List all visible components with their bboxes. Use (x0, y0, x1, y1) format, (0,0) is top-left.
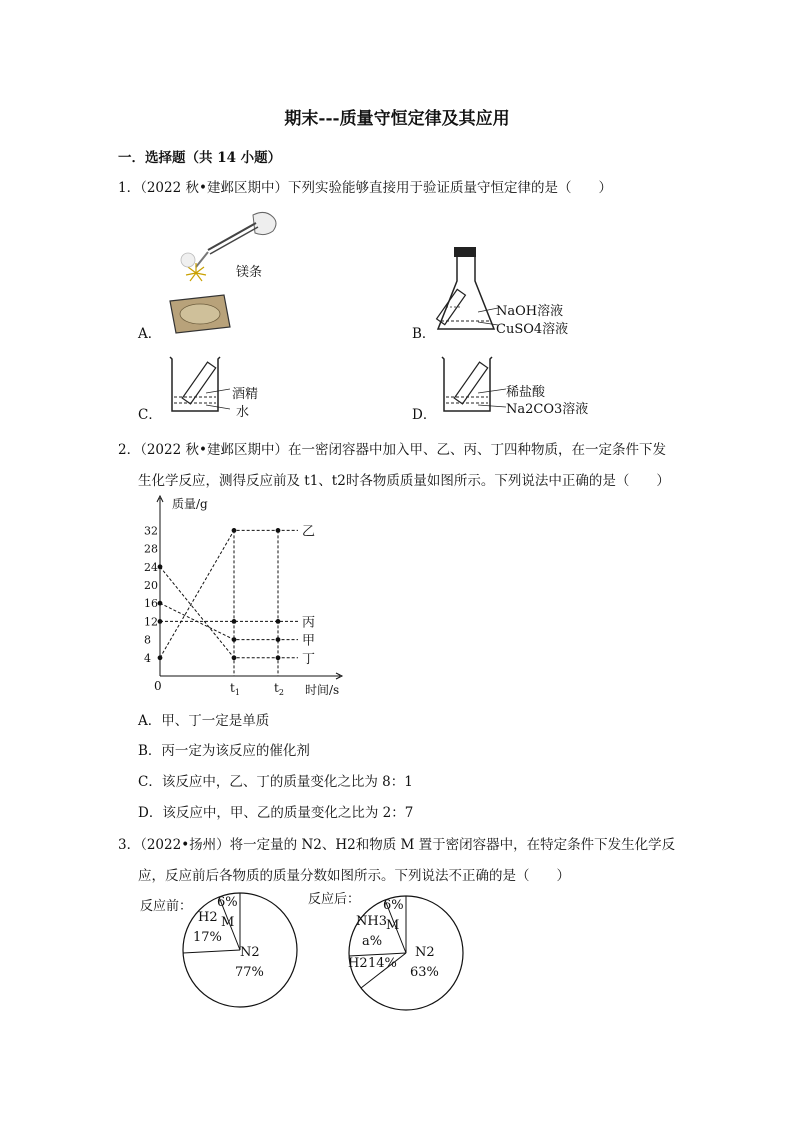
magnesium-burning-illustration (158, 205, 298, 345)
q2-stem-line1: 2．（2022 秋•建邺区期中）在一密闭容器中加入甲、乙、丙、丁四种物质，在一定条件下发 (118, 442, 666, 458)
series-label-1: 丙 (302, 615, 316, 631)
q3-stem-line1: 3．（2022•扬州）将一定量的 N2、H2和物质 M 置于密闭容器中，在特定条件下发生化学反 (118, 837, 676, 853)
series-1-point-1 (232, 619, 237, 624)
before-n2-pct: 77% (235, 965, 264, 980)
flask-leader-lines (478, 298, 498, 328)
q1-option-c-letter: C． (138, 407, 162, 423)
y-tick-label-1: 8 (144, 633, 151, 647)
na2co3-solution-label: Na2CO3溶液 (506, 402, 589, 417)
x-tick-label-1: $t_2$ (274, 681, 284, 697)
series-0-point-1 (232, 528, 237, 533)
series-3-point-1 (232, 655, 237, 660)
series-0-point-2 (276, 528, 281, 533)
before-n2-label: N2 (240, 945, 260, 960)
series-2-point-1 (232, 637, 237, 642)
y-tick-label-0: 4 (144, 651, 151, 665)
magnesium-ribbon-label: 镁条 (236, 265, 263, 280)
after-n2-label: N2 (415, 945, 435, 960)
after-m-label: M (386, 918, 400, 933)
series-1-point-0 (158, 619, 163, 624)
water-label: 水 (236, 405, 250, 420)
series-label-0: 乙 (302, 524, 316, 540)
y-axis-label: 质量/g (172, 497, 208, 511)
after-nh3-pct: a% (362, 934, 383, 949)
series-1-point-2 (276, 619, 281, 624)
origin-label: 0 (154, 679, 162, 693)
after-reaction-label: 反应后： (308, 892, 361, 907)
section-heading: 一．选择题（共 14 小题） (118, 150, 282, 166)
q2-option-a: A．甲、丁一定是单质 (138, 713, 270, 729)
series-2-point-2 (276, 637, 281, 642)
after-h2-pct: 14% (368, 956, 397, 971)
before-m-pct: 6% (217, 895, 238, 910)
before-reaction-label: 反应前： (140, 899, 193, 914)
after-h2-label: H2 (348, 956, 368, 971)
after-m-pct: 6% (383, 898, 404, 913)
q1-option-d-letter: D． (412, 407, 437, 423)
cuso4-solution-label: CuSO4溶液 (496, 322, 569, 337)
y-tick-label-2: 12 (144, 615, 158, 629)
series-3-point-2 (276, 655, 281, 660)
q1-option-b-letter: B． (412, 326, 436, 342)
series-line-3 (160, 567, 298, 658)
before-h2-label: H2 (198, 910, 218, 925)
naoh-solution-label: NaOH溶液 (496, 304, 564, 319)
mass-time-chart (140, 492, 360, 702)
after-nh3-label: NH3 (356, 914, 387, 929)
before-m-label: M (221, 915, 235, 930)
series-0-point-0 (158, 655, 163, 660)
q1-stem: 1．（2022 秋•建邺区期中）下列实验能够直接用于验证质量守恒定律的是（ ） (118, 180, 612, 196)
page-title: 期末---质量守恒定律及其应用 (284, 109, 510, 129)
y-tick-label-6: 28 (144, 542, 158, 556)
series-label-2: 甲 (302, 633, 316, 649)
beaker-c-leader-lines (206, 383, 230, 413)
q3-stem-line2: 应，反应前后各物质的质量分数如图所示。下列说法不正确的是（ ） (138, 868, 570, 884)
q2-stem-line2: 生化学反应，测得反应前及 t1、t2时各物质质量如图所示。下列说法中正确的是（ ） (138, 473, 670, 489)
q1-option-a-letter: A． (138, 326, 162, 342)
series-2-point-0 (158, 601, 163, 606)
q2-option-d: D．该反应中，甲、乙的质量变化之比为 2：7 (138, 805, 414, 821)
series-label-3: 丁 (302, 651, 316, 667)
after-n2-pct: 63% (410, 965, 439, 980)
dilute-hcl-label: 稀盐酸 (506, 385, 546, 400)
x-tick-label-0: $t_1$ (230, 681, 240, 697)
y-tick-label-4: 20 (144, 579, 158, 592)
y-tick-label-7: 32 (144, 524, 158, 538)
q2-option-c: C．该反应中，乙、丁的质量变化之比为 8：1 (138, 774, 413, 790)
series-3-point-0 (158, 564, 163, 569)
y-tick-label-3: 16 (144, 597, 158, 611)
q2-option-b: B．丙一定为该反应的催化剂 (138, 743, 310, 759)
pie-after (346, 893, 466, 1013)
alcohol-label: 酒精 (232, 387, 259, 402)
y-tick-label-5: 24 (144, 560, 158, 574)
beaker-d-leader-lines (478, 383, 506, 413)
before-h2-pct: 17% (193, 930, 222, 945)
x-axis-label: 时间/s (305, 683, 340, 697)
